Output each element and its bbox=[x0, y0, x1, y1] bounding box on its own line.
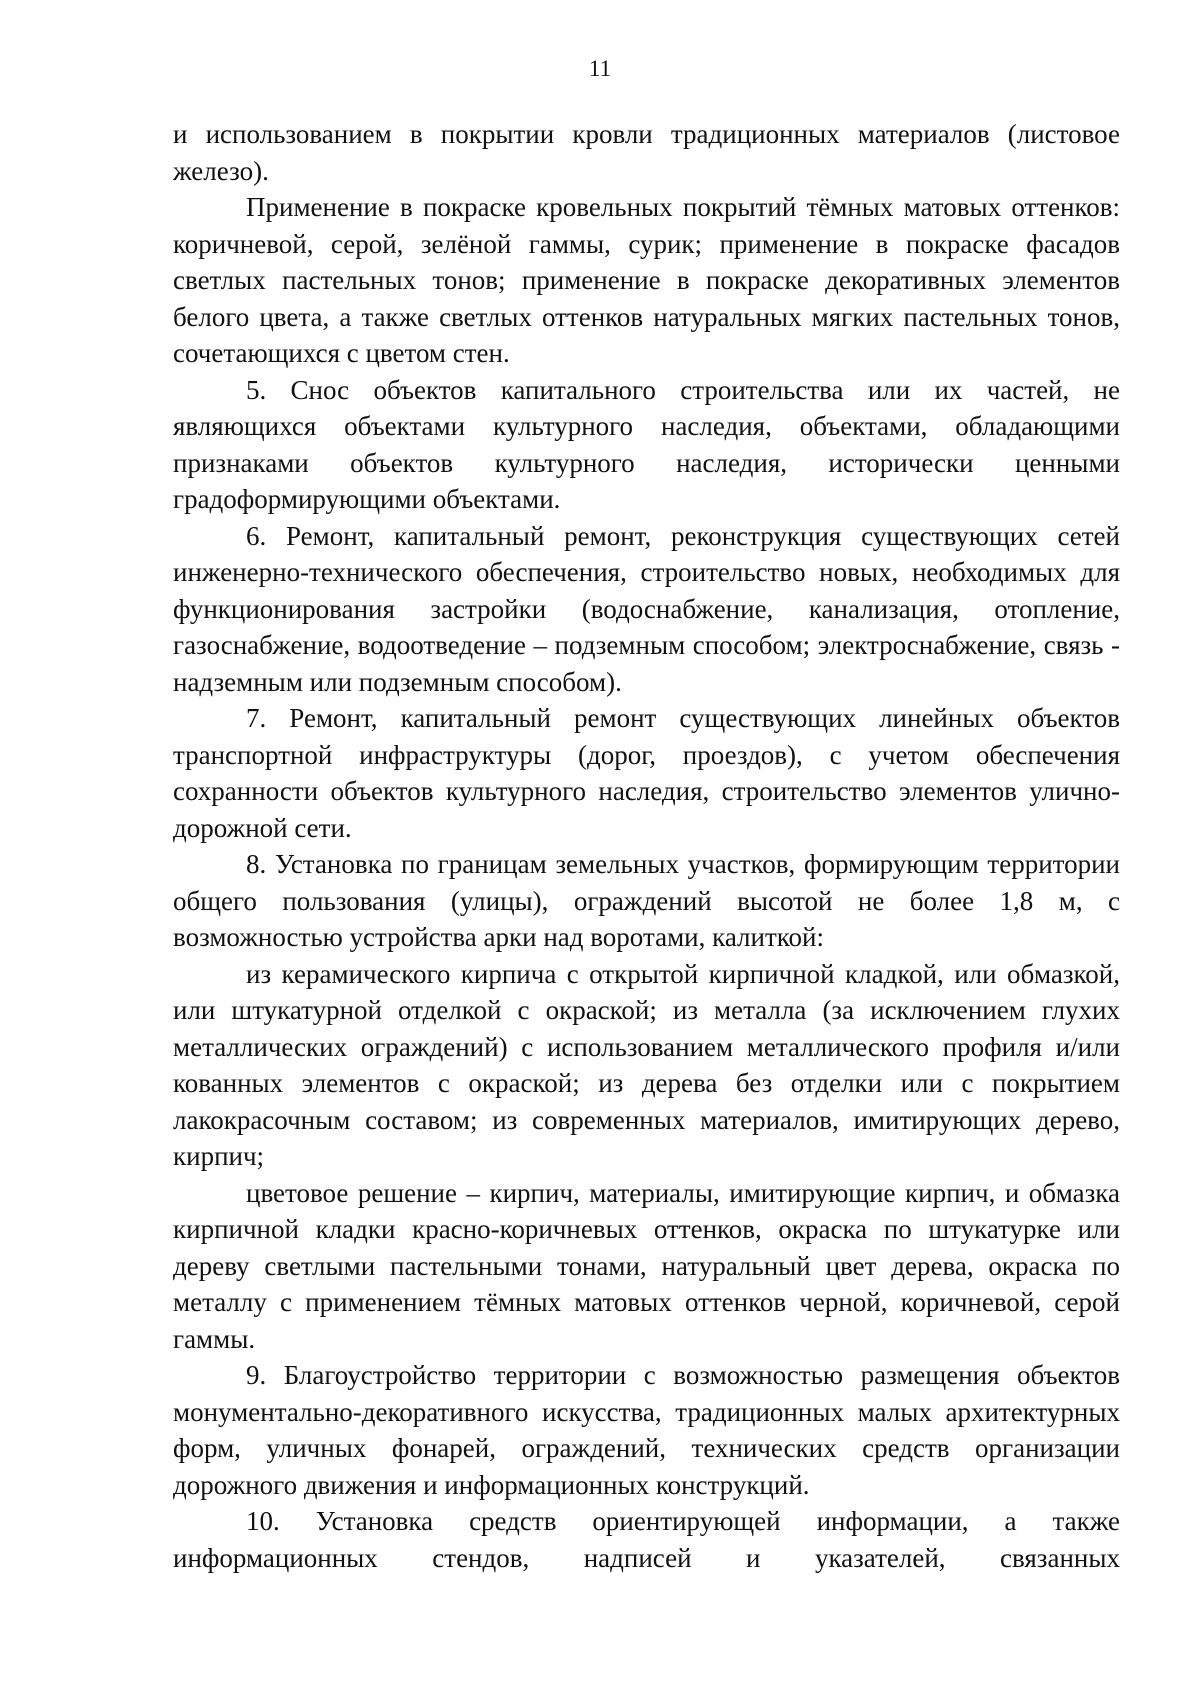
paragraph-item-9: 9. Благоустройство территории с возможностью размещения объектов монументально-декоративного искусства, традиционных малых архитектурных форм, уличных фонарей, ограждений, технических средств организации дорожного движения и информационных конструкций. bbox=[173, 1360, 1120, 1500]
paragraph-item-10: 10. Установка средств ориентирующей информации, а также информационных стендов, надписей и указателей, связанных bbox=[173, 1506, 1120, 1573]
paragraph-roof-colors: Применение в покраске кровельных покрытий тёмных матовых оттенков: коричневой, серой, зелёной гаммы, сурик; применение в покраске фасадов светлых пастельных тонов; применение в покраске декоративных элементов белого цвета, а также светлых оттенков натуральных мягких пастельных тонов, сочетающихся с цветом стен. bbox=[173, 192, 1120, 368]
paragraph-item-5: 5. Снос объектов капитального строительства или их частей, не являющихся объектами культурного наследия, объектами, обладающими признаками объектов культурного наследия, исторически ценными градоформирующими объектами. bbox=[173, 374, 1120, 514]
paragraph-item-6: 6. Ремонт, капитальный ремонт, реконструкция существующих сетей инженерно-технического обеспечения, строительство новых, необходимых для функционирования застройки (водоснабжение, канализация, отопление, газоснабжение, водоотведение – подземным способом; электроснабжение, связь - надземным или подземным способом). bbox=[173, 520, 1120, 697]
paragraph-item-7: 7. Ремонт, капитальный ремонт существующих линейных объектов транспортной инфраструктуры (дорог, проездов), с учетом обеспечения сохранности объектов культурного наследия, строительство элементов улично-дорожной сети. bbox=[173, 703, 1120, 843]
paragraph-continuation: и использованием в покрытии кровли традиционных материалов (листовое железо). bbox=[173, 119, 1120, 186]
page-number: 11 bbox=[588, 56, 612, 81]
paragraph-fence-colors: цветовое решение – кирпич, материалы, имитирующие кирпич, и обмазка кирпичной кладки красно-коричневых оттенков, окраска по штукатурке или дереву светлыми пастельными тонами, натуральный цвет дерева, окраска по металлу с применением тёмных матовых оттенков черной, коричневой, серой гаммы. bbox=[173, 1177, 1120, 1354]
paragraph-fence-materials: из керамического кирпича с открытой кирпичной кладкой, или обмазкой, или штукатурной отделкой с окраской; из металла (за исключением глухих металлических ограждений) с использованием металлического профиля и/или кованных элементов с окраской; из дерева без отделки или с покрытием лакокрасочным составом; из современных материалов, имитирующих дерево, кирпич; bbox=[173, 958, 1120, 1171]
paragraph-item-8: 8. Установка по границам земельных участков, формирующим территории общего пользования (улицы), ограждений высотой не более 1,8 м, с возможностью устройства арки над воротами, калиткой: bbox=[173, 849, 1120, 952]
document-body bbox=[173, 116, 1120, 1576]
